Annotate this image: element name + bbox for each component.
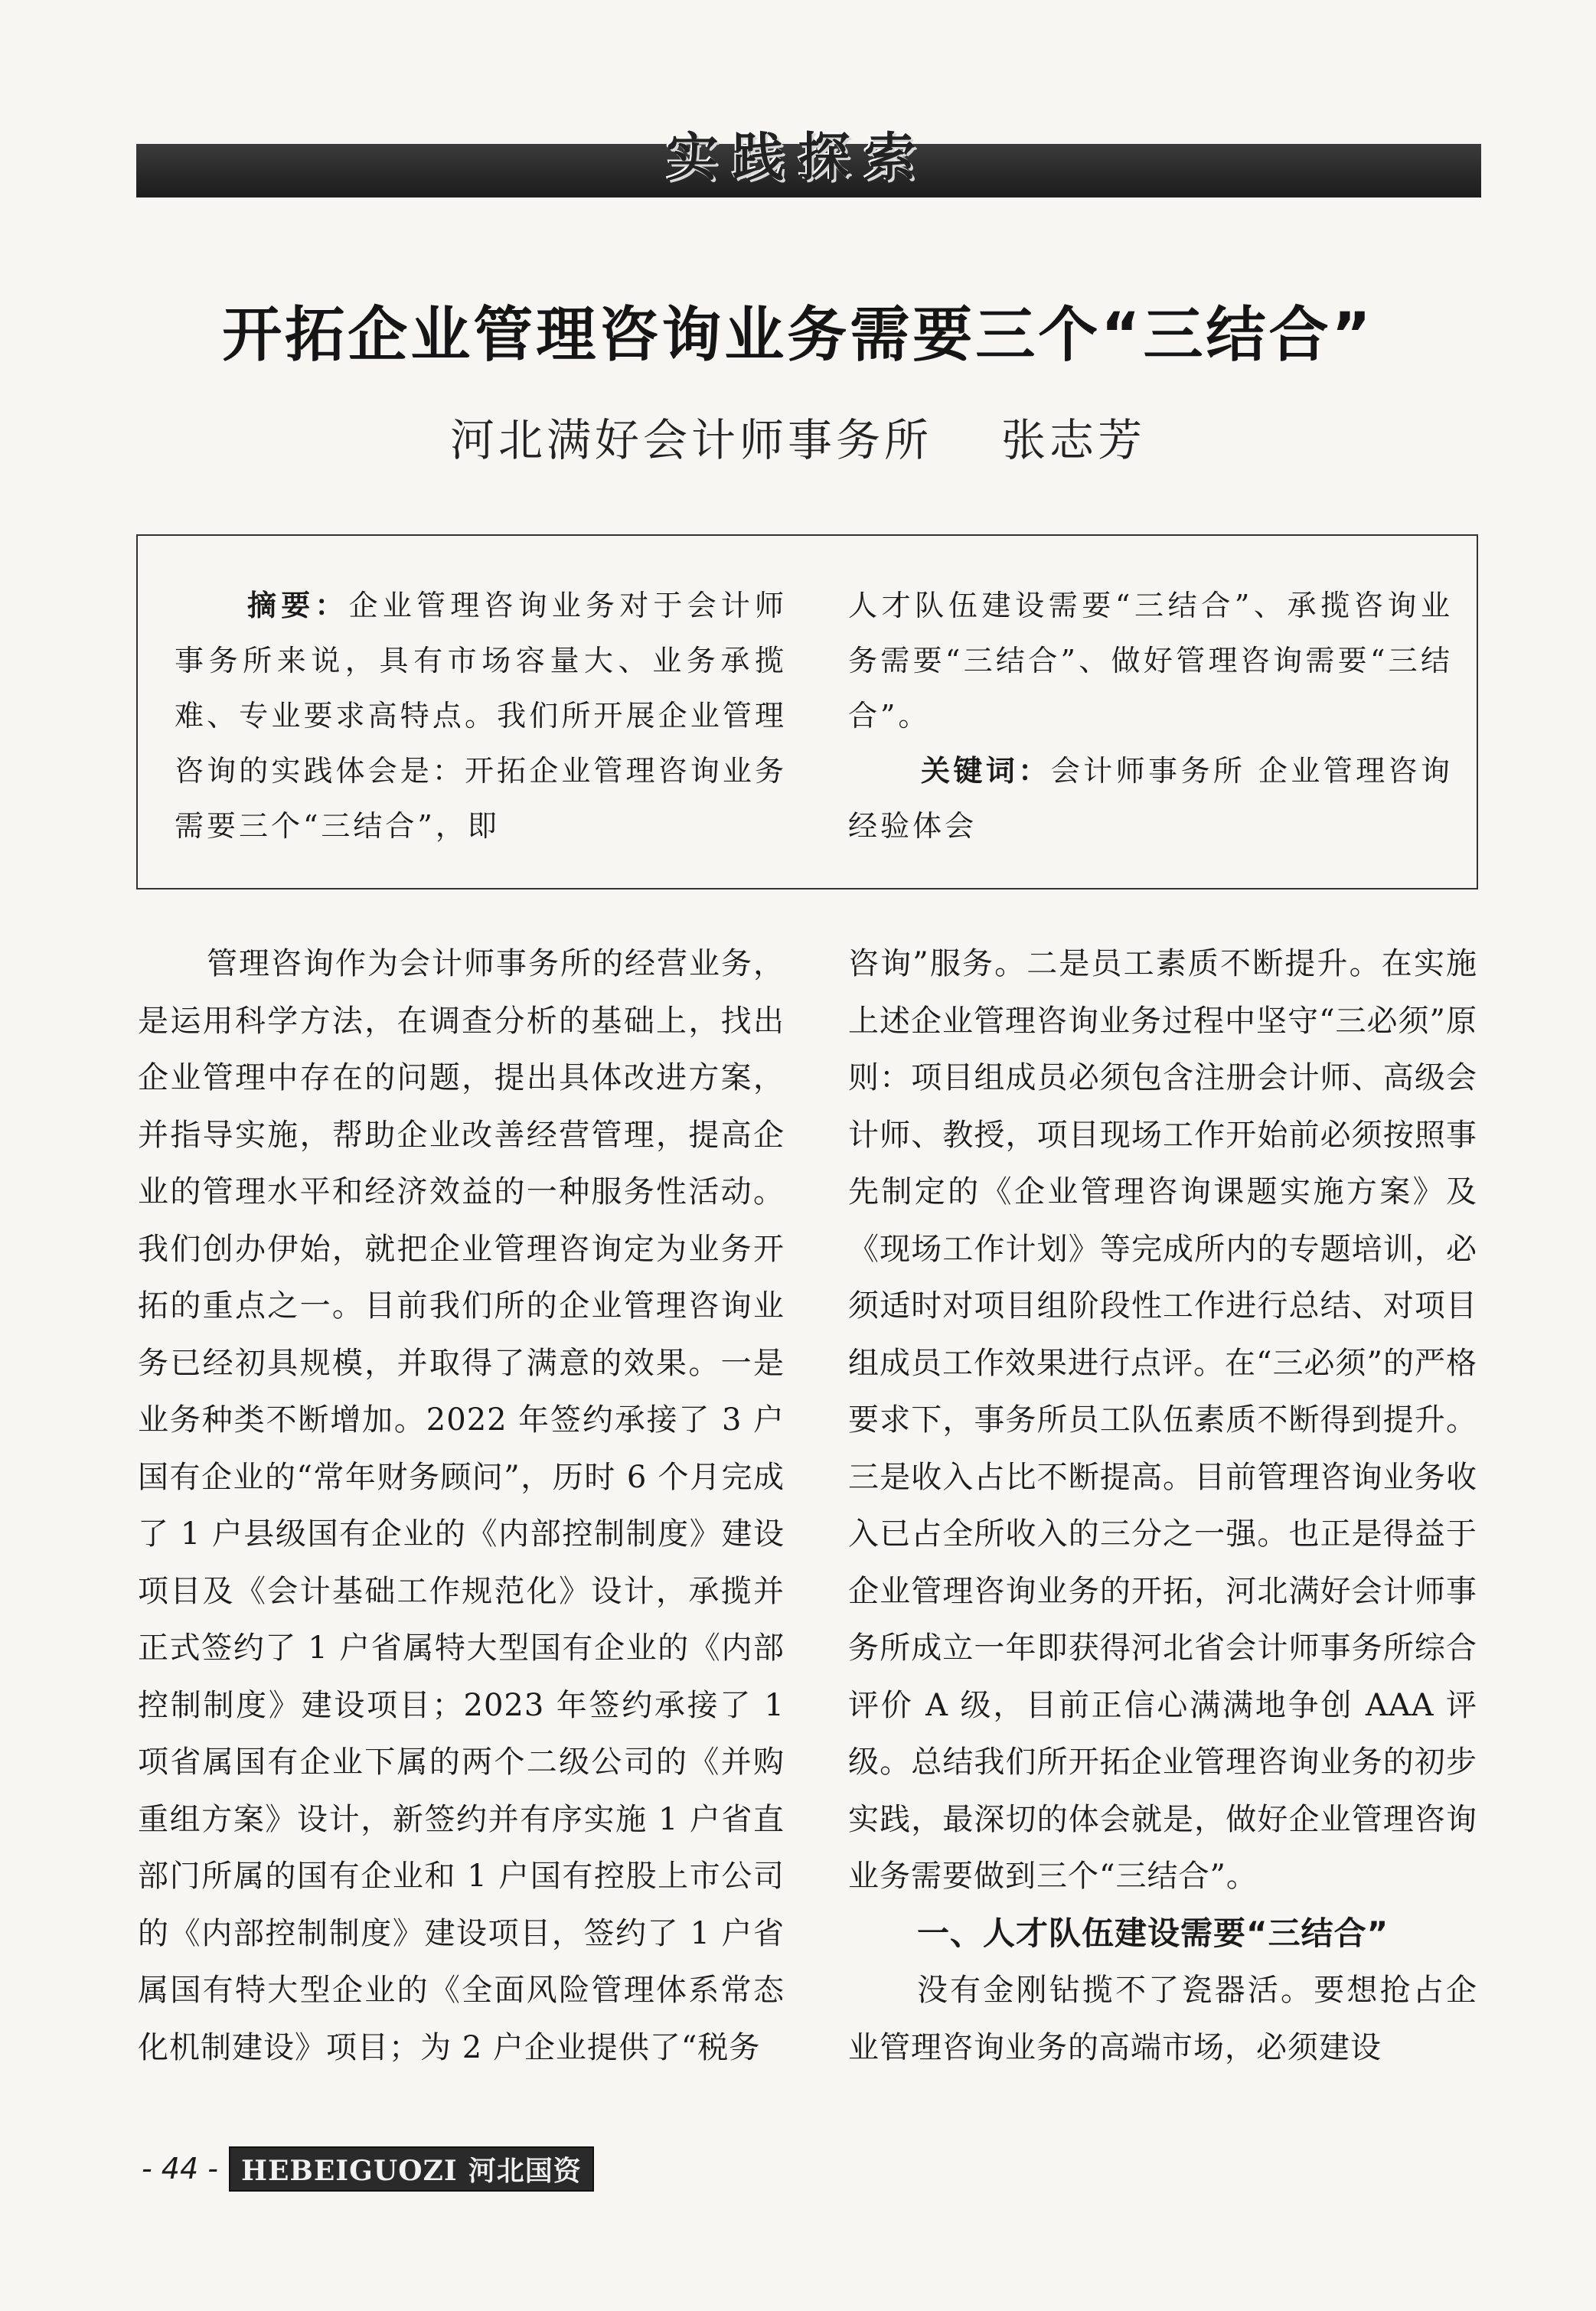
- article-title: 开拓企业管理咨询业务需要三个“三结合”: [222, 301, 1374, 370]
- body-left-column: [138, 935, 785, 2076]
- magazine-logo: [229, 2146, 594, 2192]
- section-banner-title: 实践探索: [666, 128, 930, 188]
- body-paragraph: 没有金刚钻揽不了瓷器活。要想抢占企业管理咨询业务的高端市场，必须建设: [848, 1973, 1477, 2065]
- magazine-name-en: HEBEIGUOZI: [240, 2154, 458, 2187]
- abstract-text-left: 企业管理咨询业务对于会计师事务所来说，具有市场容量大、业务承揽难、专业要求高特点。我们所开展企业管理咨询的实践体会是：开拓企业管理咨询业务需要三个“三结合”，即: [175, 589, 787, 843]
- author-name: 张志芳: [1001, 414, 1147, 466]
- keywords-label: 关键词：: [921, 754, 1051, 788]
- section-heading: 一、人才队伍建设需要“三结合”: [917, 1914, 1389, 1952]
- page-footer: [142, 2146, 594, 2192]
- abstract-right-column: [848, 578, 1453, 854]
- magazine-name-cn: 河北国资: [468, 2154, 582, 2187]
- byline: [0, 404, 1596, 468]
- author-organization: 河北满好会计师事务所: [449, 414, 932, 466]
- abstract-box: [136, 534, 1478, 889]
- abstract-label: 摘要：: [247, 589, 349, 622]
- body-right-column: [848, 935, 1477, 2076]
- keywords-text: 会计师事务所 企业管理咨询 经验体会: [848, 754, 1453, 843]
- abstract-text-right: 人才队伍建设需要“三结合”、承揽咨询业务需要“三结合”、做好管理咨询需要“三结合”。: [848, 589, 1453, 733]
- abstract-left-column: [175, 578, 787, 854]
- page-number: - 44 -: [142, 2152, 218, 2185]
- keywords-paragraph: [848, 743, 1453, 854]
- body-paragraph: 管理咨询作为会计师事务所的经营业务，是运用科学方法，在调查分析的基础上，找出企业管理中存在的问题，提出具体改进方案，并指导实施，帮助企业改善经营管理，提高企业的管理水平和经济效益的一种服务性活动。我们创办伊始，就把企业管理咨询定为业务开拓的重点之一。目前我们所的企业管理咨询业务已经初具规模，并取得了满意的效果。一是业务种类不断增加。2022 年签约承接了 3 户国有企业的“常年财务顾问”，历时 6 个月完成了 1 户县级国有企业的《内部控制制度》建设项目及《会计基础工作规范化》设计，承揽并正式签约了 1 户省属特大型国有企业的《内部控制制度》建设项目；2023 年签约承接了 1 项省属国有企业下属的两个二级公司的《并购重组方案》设计，新签约并有序实施 1 户省直部门所属的国有企业和 1 户国有控股上市公司的《内部控制制度》建设项目，签约了 1 户省属国有特大型企业的《全面风险管理体系常态化机制建设》项目；为 2 户企业提供了“税务: [138, 946, 785, 2065]
- body-paragraph-continued: 咨询”服务。二是员工素质不断提升。在实施上述企业管理咨询业务过程中坚守“三必须”原则：项目组成员必须包含注册会计师、高级会计师、教授，项目现场工作开始前必须按照事先制定的《企业管理咨询课题实施方案》及《现场工作计划》等完成所内的专题培训，必须适时对项目组阶段性工作进行总结、对项目组成员工作效果进行点评。在“三必须”的严格要求下，事务所员工队伍素质不断得到提升。三是收入占比不断提高。目前管理咨询业务收入已占全所收入的三分之一强。也正是得益于企业管理咨询业务的开拓，河北满好会计师事务所成立一年即获得河北省会计师事务所综合评价 A 级，目前正信心满满地争创 AAA 评级。总结我们所开拓企业管理咨询业务的初步实践，最深切的体会就是，做好企业管理咨询业务需要做到三个“三结合”。: [848, 946, 1477, 1894]
- abstract-paragraph: [175, 578, 787, 854]
